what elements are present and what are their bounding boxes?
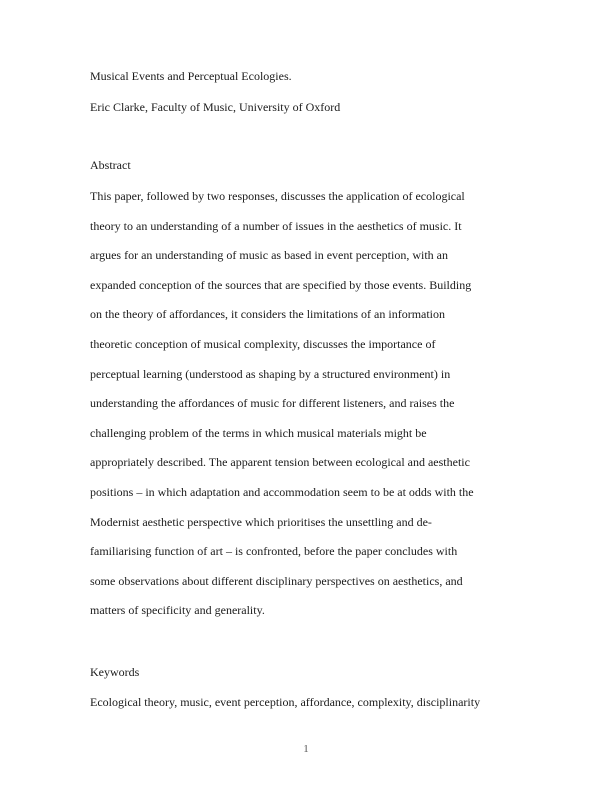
abstract-heading: Abstract (90, 158, 131, 172)
abstract-line: This paper, followed by two responses, discusses the application of ecological (90, 189, 465, 203)
abstract-line: perceptual learning (understood as shaping by a structured environment) in (90, 366, 451, 381)
abstract-line: appropriately described. The apparent tension between ecological and aesthetic (90, 455, 470, 470)
page-number: 1 (303, 743, 309, 755)
abstract-line: challenging problem of the terms in which musical materials might be (90, 425, 427, 440)
abstract-line: theory to an understanding of a number of issues in the aesthetics of music. It (90, 218, 462, 233)
abstract-line: positions – in which adaptation and accommodation seem to be at odds with the (90, 484, 474, 499)
abstract-line: matters of specificity and generality. (90, 603, 265, 618)
abstract-line: expanded conception of the sources that are specified by those events. Building (90, 277, 472, 292)
abstract-line: understanding the affordances of music for different listeners, and raises the (90, 396, 455, 411)
abstract-line: theoretic conception of musical complexity, discusses the importance of (90, 336, 436, 351)
abstract-line: on the theory of affordances, it considers the limitations of an information (90, 307, 446, 322)
abstract-line: Modernist aesthetic perspective which prioritises the unsettling and de- (90, 514, 432, 529)
abstract-body (90, 182, 530, 626)
abstract-line: some observations about different disciplinary perspectives on aesthetics, and (90, 573, 463, 588)
keywords-heading: Keywords (90, 665, 140, 679)
abstract-line: argues for an understanding of music as based in event perception, with an (90, 248, 449, 263)
abstract-line: familiarising function of art – is confronted, before the paper concludes with (90, 544, 458, 559)
paper-title: Musical Events and Perceptual Ecologies. (90, 69, 292, 83)
keywords-text: Ecological theory, music, event perception, affordance, complexity, disciplinarity (90, 695, 481, 709)
author-affiliation: Eric Clarke, Faculty of Music, University of Oxford (90, 100, 341, 114)
